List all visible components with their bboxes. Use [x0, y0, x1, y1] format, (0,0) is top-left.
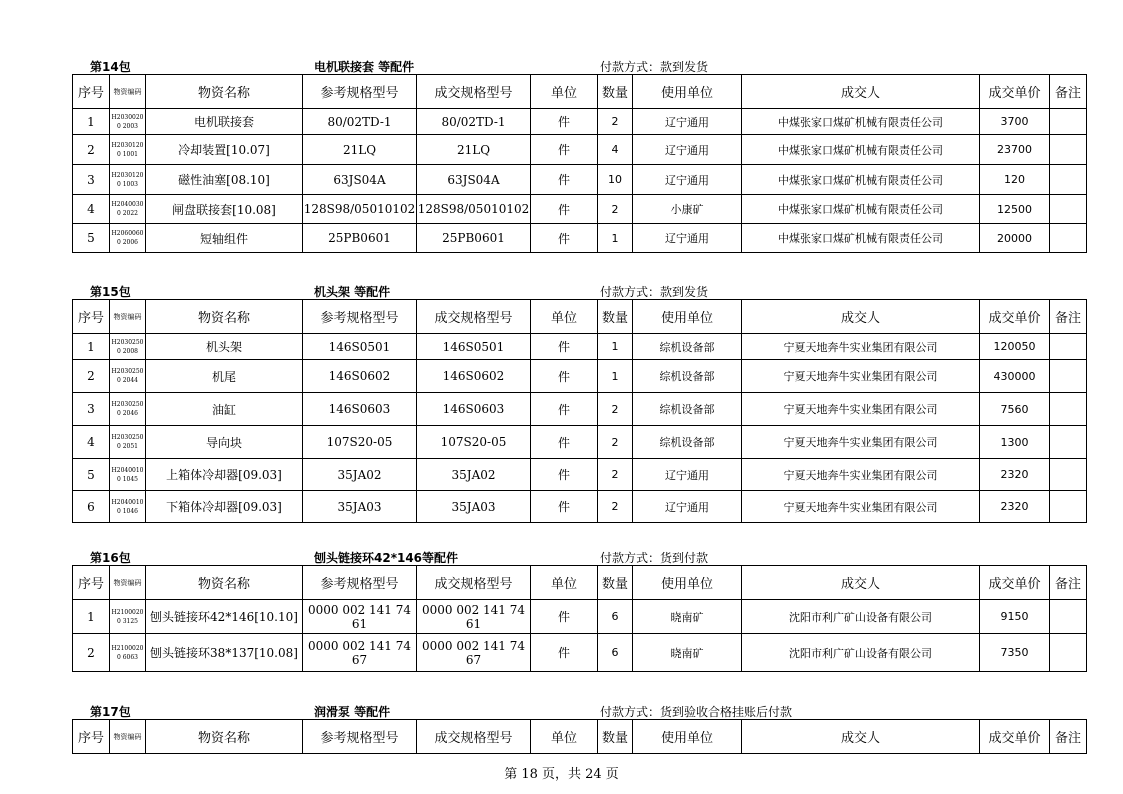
cell-vendor: 中煤张家口煤矿机械有限责任公司 — [742, 165, 980, 195]
cell-no: 6 — [73, 491, 110, 523]
table-header-row — [73, 720, 1087, 754]
column-header-ref-spec: 参考规格型号 — [303, 720, 417, 754]
cell-no: 1 — [73, 109, 110, 135]
cell-deal-spec: 35JA03 — [417, 491, 531, 523]
cell-price: 2320 — [980, 491, 1050, 523]
column-header-name: 物资名称 — [146, 75, 303, 109]
items-table — [72, 74, 1087, 253]
cell-price: 430000 — [980, 360, 1050, 393]
cell-vendor: 沈阳市利广矿山设备有限公司 — [742, 634, 980, 672]
column-header-qty: 数量 — [598, 720, 633, 754]
cell-unit: 件 — [531, 360, 598, 393]
cell-code: H20400300 2022 — [110, 195, 146, 224]
cell-remark — [1050, 491, 1087, 523]
cell-ref-spec: 146S0602 — [303, 360, 417, 393]
cell-remark — [1050, 109, 1087, 135]
cell-no: 5 — [73, 459, 110, 491]
package-section — [72, 551, 1086, 667]
cell-price: 1300 — [980, 426, 1050, 459]
cell-vendor: 宁夏天地奔牛实业集团有限公司 — [742, 459, 980, 491]
cell-unit: 件 — [531, 634, 598, 672]
package-title: 电机联接套 等配件 — [314, 60, 415, 74]
cell-price: 20000 — [980, 224, 1050, 253]
table-row — [73, 224, 1087, 253]
cell-code: H20302500 2046 — [110, 393, 146, 426]
cell-price: 7560 — [980, 393, 1050, 426]
table-row — [73, 393, 1087, 426]
cell-name: 电机联接套 — [146, 109, 303, 135]
column-header-code: 物资编码 — [110, 300, 146, 334]
package-section — [72, 60, 1086, 246]
column-header-deal-spec: 成交规格型号 — [417, 720, 531, 754]
cell-price: 12500 — [980, 195, 1050, 224]
payment-terms: 付款方式：款到发货 — [600, 60, 709, 74]
items-table — [72, 565, 1087, 672]
cell-code: H20600600 2006 — [110, 224, 146, 253]
cell-name: 闸盘联接套[10.08] — [146, 195, 303, 224]
payment-terms: 付款方式：货到验收合格挂账后付款 — [600, 705, 793, 719]
cell-unit: 件 — [531, 393, 598, 426]
cell-code: H20302500 2044 — [110, 360, 146, 393]
cell-remark — [1050, 600, 1087, 634]
table-row — [73, 135, 1087, 165]
column-header-user: 使用单位 — [633, 75, 742, 109]
column-header-price: 成交单价 — [980, 75, 1050, 109]
cell-code: H20400100 1046 — [110, 491, 146, 523]
table-row — [73, 195, 1087, 224]
column-header-unit: 单位 — [531, 566, 598, 600]
cell-unit: 件 — [531, 109, 598, 135]
column-header-name: 物资名称 — [146, 566, 303, 600]
table-row — [73, 360, 1087, 393]
cell-user: 辽宁通用 — [633, 224, 742, 253]
cell-remark — [1050, 334, 1087, 360]
column-header-name: 物资名称 — [146, 720, 303, 754]
cell-code: H21000200 3125 — [110, 600, 146, 634]
cell-unit: 件 — [531, 600, 598, 634]
cell-vendor: 宁夏天地奔牛实业集团有限公司 — [742, 334, 980, 360]
cell-vendor: 中煤张家口煤矿机械有限责任公司 — [742, 224, 980, 253]
cell-deal-spec: 146S0603 — [417, 393, 531, 426]
cell-vendor: 宁夏天地奔牛实业集团有限公司 — [742, 360, 980, 393]
cell-qty: 1 — [598, 224, 633, 253]
column-header-vendor: 成交人 — [742, 300, 980, 334]
page-footer: 第 18 页，共 24 页 — [504, 767, 619, 782]
column-header-no: 序号 — [73, 75, 110, 109]
cell-price: 9150 — [980, 600, 1050, 634]
cell-no: 2 — [73, 135, 110, 165]
cell-deal-spec: 128S98/05010102 — [417, 195, 531, 224]
cell-ref-spec: 25PB0601 — [303, 224, 417, 253]
table-row — [73, 334, 1087, 360]
column-header-code: 物资编码 — [110, 75, 146, 109]
cell-ref-spec: 21LQ — [303, 135, 417, 165]
cell-name: 机头架 — [146, 334, 303, 360]
package-title: 润滑泵 等配件 — [314, 705, 391, 719]
package-header — [72, 60, 1086, 74]
cell-deal-spec: 0000 002 141 74 67 — [417, 634, 531, 672]
cell-code: H20400100 1045 — [110, 459, 146, 491]
cell-no: 4 — [73, 426, 110, 459]
cell-vendor: 中煤张家口煤矿机械有限责任公司 — [742, 135, 980, 165]
column-header-vendor: 成交人 — [742, 720, 980, 754]
cell-qty: 2 — [598, 459, 633, 491]
cell-ref-spec: 107S20-05 — [303, 426, 417, 459]
cell-user: 综机设备部 — [633, 426, 742, 459]
package-title: 机头架 等配件 — [314, 285, 391, 299]
cell-vendor: 沈阳市利广矿山设备有限公司 — [742, 600, 980, 634]
cell-vendor: 宁夏天地奔牛实业集团有限公司 — [742, 491, 980, 523]
column-header-vendor: 成交人 — [742, 566, 980, 600]
cell-vendor: 中煤张家口煤矿机械有限责任公司 — [742, 109, 980, 135]
cell-name: 油缸 — [146, 393, 303, 426]
cell-no: 5 — [73, 224, 110, 253]
cell-qty: 2 — [598, 109, 633, 135]
table-row — [73, 165, 1087, 195]
cell-ref-spec: 80/02TD-1 — [303, 109, 417, 135]
cell-ref-spec: 0000 002 141 74 67 — [303, 634, 417, 672]
cell-user: 综机设备部 — [633, 393, 742, 426]
cell-remark — [1050, 459, 1087, 491]
cell-no: 1 — [73, 334, 110, 360]
cell-ref-spec: 35JA03 — [303, 491, 417, 523]
cell-name: 磁性油塞[08.10] — [146, 165, 303, 195]
column-header-deal-spec: 成交规格型号 — [417, 75, 531, 109]
cell-code: H20301200 1001 — [110, 135, 146, 165]
column-header-qty: 数量 — [598, 300, 633, 334]
cell-price: 23700 — [980, 135, 1050, 165]
cell-deal-spec: 80/02TD-1 — [417, 109, 531, 135]
cell-price: 7350 — [980, 634, 1050, 672]
cell-name: 上箱体冷却器[09.03] — [146, 459, 303, 491]
cell-no: 1 — [73, 600, 110, 634]
cell-remark — [1050, 393, 1087, 426]
cell-ref-spec: 146S0501 — [303, 334, 417, 360]
cell-price: 3700 — [980, 109, 1050, 135]
cell-remark — [1050, 634, 1087, 672]
cell-unit: 件 — [531, 195, 598, 224]
column-header-remark: 备注 — [1050, 300, 1087, 334]
table-header-row — [73, 300, 1087, 334]
package-number: 第15包 — [90, 285, 131, 299]
items-table — [72, 299, 1087, 523]
cell-name: 刨头链接环38*137[10.08] — [146, 634, 303, 672]
cell-code: H20302500 2008 — [110, 334, 146, 360]
column-header-no: 序号 — [73, 566, 110, 600]
cell-qty: 10 — [598, 165, 633, 195]
column-header-unit: 单位 — [531, 300, 598, 334]
table-row — [73, 459, 1087, 491]
cell-user: 小康矿 — [633, 195, 742, 224]
cell-deal-spec: 35JA02 — [417, 459, 531, 491]
column-header-ref-spec: 参考规格型号 — [303, 300, 417, 334]
cell-price: 2320 — [980, 459, 1050, 491]
cell-unit: 件 — [531, 165, 598, 195]
column-header-ref-spec: 参考规格型号 — [303, 75, 417, 109]
cell-vendor: 宁夏天地奔牛实业集团有限公司 — [742, 393, 980, 426]
payment-terms: 付款方式：款到发货 — [600, 285, 709, 299]
column-header-unit: 单位 — [531, 720, 598, 754]
table-row — [73, 600, 1087, 634]
cell-qty: 2 — [598, 195, 633, 224]
column-header-name: 物资名称 — [146, 300, 303, 334]
cell-deal-spec: 146S0602 — [417, 360, 531, 393]
column-header-deal-spec: 成交规格型号 — [417, 300, 531, 334]
column-header-remark: 备注 — [1050, 720, 1087, 754]
cell-user: 辽宁通用 — [633, 165, 742, 195]
cell-qty: 2 — [598, 491, 633, 523]
cell-ref-spec: 146S0603 — [303, 393, 417, 426]
cell-name: 刨头链接环42*146[10.10] — [146, 600, 303, 634]
cell-no: 3 — [73, 165, 110, 195]
cell-price: 120 — [980, 165, 1050, 195]
cell-remark — [1050, 135, 1087, 165]
package-title: 刨头链接环42*146等配件 — [314, 551, 459, 565]
cell-ref-spec: 63JS04A — [303, 165, 417, 195]
cell-deal-spec: 0000 002 141 74 61 — [417, 600, 531, 634]
column-header-unit: 单位 — [531, 75, 598, 109]
cell-qty: 2 — [598, 393, 633, 426]
cell-code: H20300200 2003 — [110, 109, 146, 135]
cell-name: 导向块 — [146, 426, 303, 459]
cell-qty: 6 — [598, 634, 633, 672]
cell-price: 120050 — [980, 334, 1050, 360]
cell-vendor: 中煤张家口煤矿机械有限责任公司 — [742, 195, 980, 224]
cell-remark — [1050, 165, 1087, 195]
cell-unit: 件 — [531, 459, 598, 491]
package-header — [72, 705, 1086, 719]
cell-deal-spec: 21LQ — [417, 135, 531, 165]
cell-unit: 件 — [531, 135, 598, 165]
cell-name: 机尾 — [146, 360, 303, 393]
cell-no: 2 — [73, 360, 110, 393]
cell-remark — [1050, 195, 1087, 224]
column-header-qty: 数量 — [598, 75, 633, 109]
column-header-qty: 数量 — [598, 566, 633, 600]
column-header-price: 成交单价 — [980, 300, 1050, 334]
package-header — [72, 285, 1086, 299]
column-header-no: 序号 — [73, 300, 110, 334]
table-header-row — [73, 566, 1087, 600]
column-header-price: 成交单价 — [980, 566, 1050, 600]
items-table — [72, 719, 1087, 754]
cell-ref-spec: 0000 002 141 74 61 — [303, 600, 417, 634]
column-header-user: 使用单位 — [633, 300, 742, 334]
cell-unit: 件 — [531, 426, 598, 459]
column-header-price: 成交单价 — [980, 720, 1050, 754]
table-row — [73, 634, 1087, 672]
cell-qty: 1 — [598, 360, 633, 393]
table-row — [73, 426, 1087, 459]
cell-user: 综机设备部 — [633, 360, 742, 393]
cell-deal-spec: 25PB0601 — [417, 224, 531, 253]
cell-ref-spec: 35JA02 — [303, 459, 417, 491]
cell-qty: 4 — [598, 135, 633, 165]
package-number: 第17包 — [90, 705, 131, 719]
table-row — [73, 109, 1087, 135]
cell-remark — [1050, 360, 1087, 393]
cell-deal-spec: 107S20-05 — [417, 426, 531, 459]
cell-unit: 件 — [531, 491, 598, 523]
payment-terms: 付款方式：货到付款 — [600, 551, 709, 565]
column-header-user: 使用单位 — [633, 566, 742, 600]
cell-user: 辽宁通用 — [633, 491, 742, 523]
cell-code: H21000200 6063 — [110, 634, 146, 672]
column-header-user: 使用单位 — [633, 720, 742, 754]
cell-name: 短轴组件 — [146, 224, 303, 253]
cell-no: 2 — [73, 634, 110, 672]
cell-unit: 件 — [531, 334, 598, 360]
package-header — [72, 551, 1086, 565]
cell-qty: 6 — [598, 600, 633, 634]
cell-user: 晓南矿 — [633, 634, 742, 672]
cell-no: 4 — [73, 195, 110, 224]
table-header-row — [73, 75, 1087, 109]
cell-deal-spec: 63JS04A — [417, 165, 531, 195]
column-header-remark: 备注 — [1050, 566, 1087, 600]
cell-user: 晓南矿 — [633, 600, 742, 634]
cell-user: 辽宁通用 — [633, 109, 742, 135]
cell-qty: 1 — [598, 334, 633, 360]
column-header-vendor: 成交人 — [742, 75, 980, 109]
cell-user: 辽宁通用 — [633, 135, 742, 165]
cell-remark — [1050, 426, 1087, 459]
column-header-deal-spec: 成交规格型号 — [417, 566, 531, 600]
cell-qty: 2 — [598, 426, 633, 459]
cell-name: 冷却装置[10.07] — [146, 135, 303, 165]
cell-remark — [1050, 224, 1087, 253]
package-number: 第14包 — [90, 60, 131, 74]
column-header-code: 物资编码 — [110, 566, 146, 600]
cell-unit: 件 — [531, 224, 598, 253]
cell-vendor: 宁夏天地奔牛实业集团有限公司 — [742, 426, 980, 459]
table-row — [73, 491, 1087, 523]
cell-no: 3 — [73, 393, 110, 426]
cell-ref-spec: 128S98/05010102 — [303, 195, 417, 224]
column-header-no: 序号 — [73, 720, 110, 754]
cell-user: 辽宁通用 — [633, 459, 742, 491]
cell-name: 下箱体冷却器[09.03] — [146, 491, 303, 523]
cell-code: H20302500 2051 — [110, 426, 146, 459]
package-number: 第16包 — [90, 551, 131, 565]
cell-code: H20301200 1003 — [110, 165, 146, 195]
cell-deal-spec: 146S0501 — [417, 334, 531, 360]
package-section — [72, 285, 1086, 515]
column-header-code: 物资编码 — [110, 720, 146, 754]
cell-user: 综机设备部 — [633, 334, 742, 360]
column-header-ref-spec: 参考规格型号 — [303, 566, 417, 600]
package-section — [72, 705, 1086, 746]
column-header-remark: 备注 — [1050, 75, 1087, 109]
